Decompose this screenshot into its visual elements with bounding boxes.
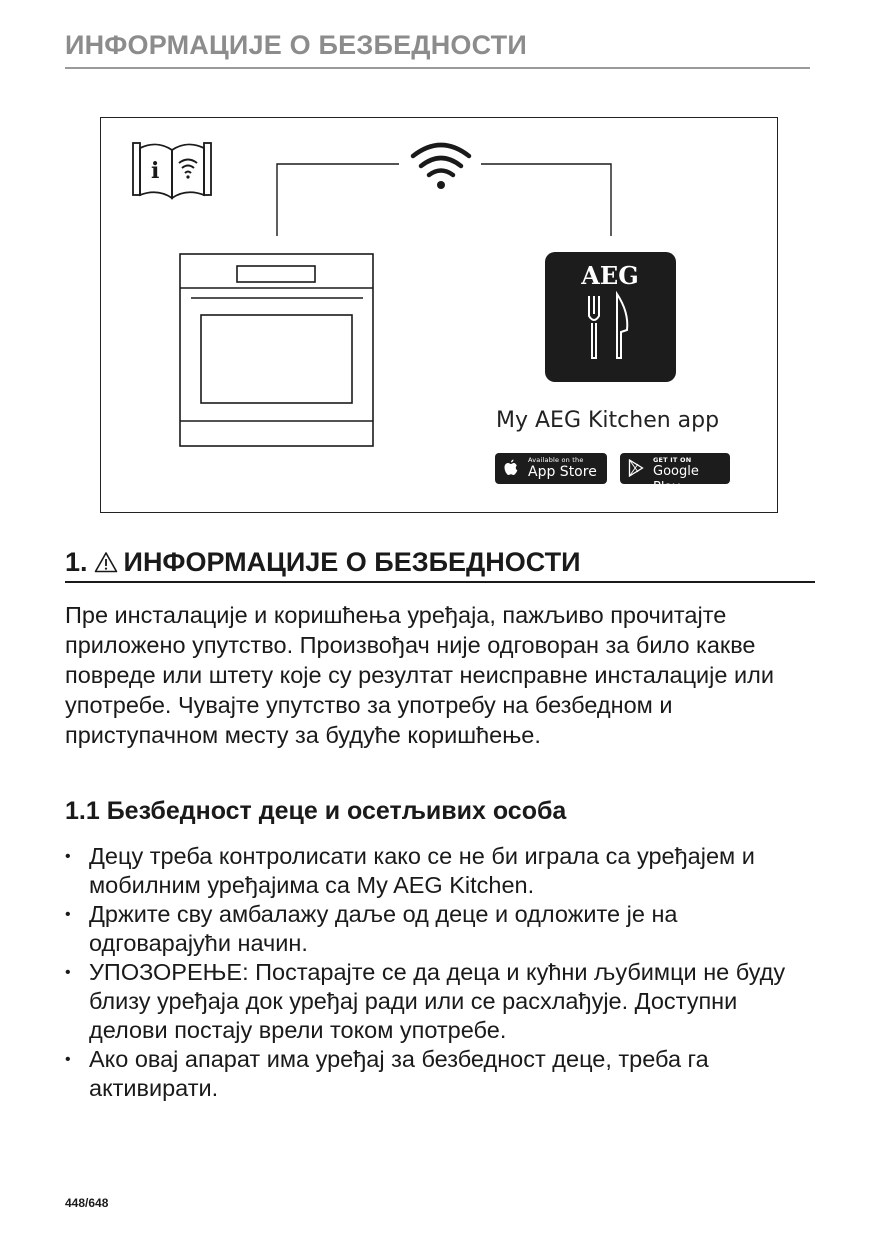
section-number: 1. <box>65 547 88 577</box>
connectivity-figure <box>100 117 778 513</box>
subsection-title: 1.1 Безбедност деце и осетљивих особа <box>65 797 567 825</box>
running-header: ИНФОРМАЦИЈЕ О БЕЗБЕДНОСТИ <box>65 30 527 60</box>
app-name: My AEG Kitchen app <box>496 408 720 433</box>
header-rule <box>65 67 810 69</box>
list-item <box>65 1045 815 1103</box>
aeg-app-icon <box>545 252 676 382</box>
app-store-text: App Store <box>528 464 597 480</box>
bullet-marker: • <box>65 964 71 981</box>
bullet-text: УПОЗОРЕЊЕ: Постарајте се да деца и кућни љубимци не буду близу уређаја док уређај ради или се расхлађује. Доступни делови постају врели током употребе. <box>89 959 786 1043</box>
connection-lines <box>277 164 611 236</box>
wifi-icon <box>413 145 469 189</box>
bullet-text: Ако овај апарат има уређај за безбедност деце, треба га активирати. <box>89 1046 709 1101</box>
oven-icon <box>180 254 373 446</box>
bullet-marker: • <box>65 848 71 865</box>
google-play-text: Google Play <box>653 464 699 495</box>
google-play-badge[interactable] <box>620 453 730 495</box>
page-number: 448/648 <box>65 1196 109 1210</box>
bullet-text: Држите сву амбалажу даље од деце и одложите је на одговарајући начин. <box>89 901 678 956</box>
bullet-marker: • <box>65 1051 71 1068</box>
section-rule <box>65 581 815 583</box>
section-title <box>65 547 815 580</box>
section-title-text: ИНФОРМАЦИЈЕ О БЕЗБЕДНОСТИ <box>123 547 581 577</box>
list-item <box>65 842 815 900</box>
app-store-small-text: Available on the <box>528 456 584 464</box>
warning-triangle-icon <box>94 549 118 580</box>
bullet-marker: • <box>65 906 71 923</box>
manual-info-wifi-icon <box>133 143 211 198</box>
intro-paragraph: Пре инсталације и коришћења уређаја, пажљиво прочитајте приложено упутство. Произвођач није одговоран за било какве повреде или штету које су резултат неисправне инсталације или употребе. Чувајте упутство за употребу на безбедном и приступачном месту за будуће коришћење. <box>65 602 774 748</box>
bullet-text: Децу треба контролисати како се не би играла са уређајем и мобилним уређајима са My AEG Kitchen. <box>89 843 755 898</box>
list-item <box>65 958 815 1045</box>
safety-bullet-list <box>65 842 815 1103</box>
svg-text:i: i <box>151 158 160 184</box>
list-item <box>65 900 815 958</box>
google-play-small-text: GET IT ON <box>653 456 692 464</box>
app-store-badge[interactable] <box>495 453 607 484</box>
app-brand: AEG <box>581 261 639 290</box>
